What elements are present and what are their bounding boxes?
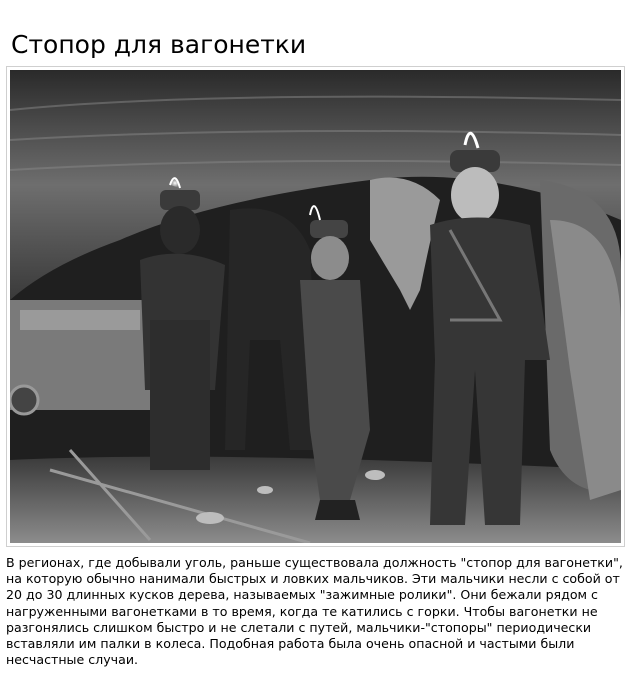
mine-photo [10, 70, 621, 543]
photo-frame [6, 66, 625, 547]
mine-cart [10, 300, 150, 414]
article-title: Стопор для вагонетки [11, 30, 307, 59]
mine-floor [10, 457, 621, 543]
article-caption: В регионах, где добывали уголь, раньше существовала должность "стопор для вагонетки", на которую обычно нанимали быстрых и ловких мальчиков. Эти мальчики несли с собой от 20 до 30 длинных кусков дерева, называемых "зажимные ролики". Они бежали рядом с нагруженными вагонетками в то время, когда те катились с горки. Чтобы вагонетки не разгонялись слишком быстро и не слетали с путей, мальчики-"стопоры" периодически вставляли им палки в колеса. Подобная работа была очень опасной и частыми были несчастные случаи. [6, 555, 623, 668]
